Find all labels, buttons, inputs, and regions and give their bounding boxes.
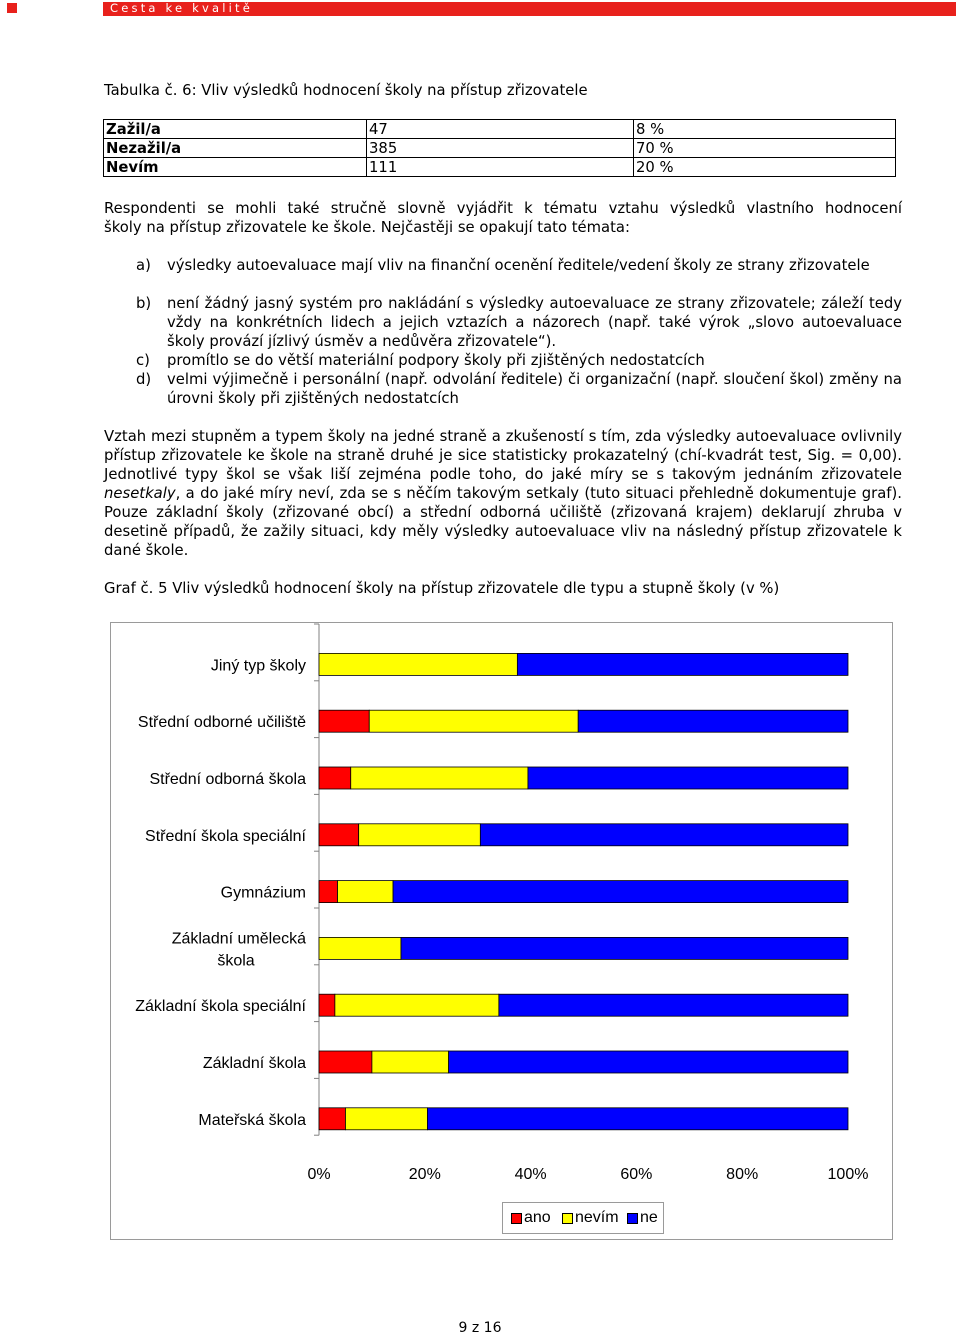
- x-tick-label: 60%: [620, 1166, 653, 1183]
- legend-label: nevím: [575, 1209, 619, 1226]
- bar-ne: [517, 653, 848, 675]
- row-label: Zažil/a: [104, 120, 367, 139]
- bar-ano: [319, 994, 335, 1016]
- category-label: Základní škola speciální: [135, 998, 306, 1016]
- x-tick-label: 100%: [827, 1166, 869, 1183]
- chart-legend: [502, 1202, 664, 1234]
- row-count: 111: [367, 158, 634, 177]
- legend-label: ano: [524, 1209, 551, 1226]
- list-marker: b): [136, 295, 152, 312]
- chart-caption: Graf č. 5 Vliv výsledků hodnocení školy na přístup zřizovatele dle typu a stupně školy (v %): [104, 580, 780, 597]
- bar-ne: [528, 767, 848, 789]
- bar-nevm: [359, 824, 481, 846]
- legend-swatch: [511, 1213, 522, 1224]
- bar-ano: [319, 824, 359, 846]
- bar-nevm: [351, 767, 528, 789]
- legend-swatch: [627, 1213, 638, 1224]
- bar-nevm: [335, 994, 499, 1016]
- category-label: škola: [217, 952, 255, 970]
- bar-ne: [449, 1051, 848, 1073]
- bar-ano: [319, 1051, 372, 1073]
- bar-ne: [393, 881, 848, 903]
- page-number: 9 z 16: [458, 1320, 502, 1336]
- category-label: Gymnázium: [220, 884, 306, 902]
- header-title: Cesta ke kvalitě: [110, 1, 253, 15]
- x-tick-label: 40%: [514, 1166, 547, 1183]
- bar-nevm: [345, 1108, 427, 1130]
- category-label: Základní umělecká: [171, 930, 306, 948]
- list-text: promítlo se do větší materiální podpory školy při zjištěných nedostatcích: [167, 352, 705, 369]
- row-label: Nezažil/a: [104, 139, 367, 158]
- x-tick-label: 20%: [408, 1166, 441, 1183]
- row-percent: 20 %: [634, 158, 896, 177]
- list-text: výsledky autoevaluace mají vliv na finanční ocenění ředitele/vedení školy ze strany zřizovatele: [167, 257, 870, 274]
- bar-nevm: [338, 881, 394, 903]
- x-tick-label: 0%: [307, 1166, 331, 1183]
- row-count: 47: [367, 120, 634, 139]
- category-label: Základní škola: [202, 1055, 306, 1072]
- legend-swatch: [562, 1213, 573, 1224]
- row-count: 385: [367, 139, 634, 158]
- bar-ne: [401, 937, 848, 959]
- paragraph-1-line-2: školy na přístup zřizovatele ke škole. Nejčastěji se opakují tato témata:: [104, 219, 630, 236]
- paragraph-2-part-2: , a do jaké míry neví, zda se s něčím takovým setkaly (tuto situaci přehledně dokumentuje graf). Pouze základní školy (zřizované obcí) a střední odborná učiliště (zřizovaná krajem) deklarují zhruba v desetině případů, že zažily situaci, kdy měly výsledky autoevaluace vliv na následný přístup zřizovatele k dané škole.: [104, 485, 902, 559]
- bar-ano: [319, 1108, 345, 1130]
- paragraph-2-part-1: Vztah mezi stupněm a typem školy na jedné straně a zkušeností s tím, zda výsledky autoevaluace ovlivnily přístup zřizovatele ke škole na straně druhé je sice statisticky prokazatelný (chí-kvadrát test, Sig. = 0,00). Jednotlivé typy škol se však liší zejména podle toho, do jaké míry se s takovým jednáním zřizovatele: [104, 428, 902, 483]
- bar-ne: [499, 994, 848, 1016]
- category-label: Střední odborné učiliště: [137, 714, 306, 732]
- x-tick-label: 80%: [726, 1166, 759, 1183]
- bar-ano: [319, 881, 338, 903]
- list-marker: c): [136, 352, 150, 369]
- category-label: Střední škola speciální: [145, 827, 306, 845]
- table-caption: Tabulka č. 6: Vliv výsledků hodnocení školy na přístup zřizovatele: [104, 82, 588, 99]
- legend-label: ne: [640, 1209, 658, 1226]
- bar-nevm: [319, 653, 517, 675]
- paragraph-2-emphasis: nesetkaly: [104, 485, 176, 502]
- row-label: Nevím: [104, 158, 367, 177]
- row-percent: 8 %: [634, 120, 896, 139]
- bar-ano: [319, 767, 351, 789]
- list-text: velmi výjimečně i personální (např. odvolání ředitele) či organizační (např. sloučení škol) změny na úrovni školy při zjištěných nedostatcích: [167, 371, 902, 407]
- bar-ne: [578, 710, 848, 732]
- bar-nevm: [319, 937, 401, 959]
- category-label: Jiný typ školy: [210, 657, 306, 675]
- category-label: Střední odborná škola: [149, 771, 306, 788]
- bar-nevm: [372, 1051, 449, 1073]
- row-percent: 70 %: [634, 139, 896, 158]
- bar-nevm: [369, 710, 578, 732]
- bar-ne: [427, 1108, 848, 1130]
- list-marker: a): [136, 257, 151, 274]
- list-text: není žádný jasný systém pro nakládání s výsledky autoevaluace ze strany zřizovatele; záleží tedy vždy na konkrétních lidech a jejich vztazích a názorech (např. také výrok „slovo autoevaluace školy provází jízlivý úsměv a nedůvěra zřizovatele“).: [167, 295, 902, 350]
- paragraph-1-line-1: Respondenti se mohli také stručně slovně vyjádřit k tématu vztahu výsledků vlastního hodnocení: [104, 200, 902, 217]
- bar-ne: [480, 824, 848, 846]
- bar-ano: [319, 710, 369, 732]
- category-label: Mateřská škola: [198, 1111, 306, 1129]
- list-marker: d): [136, 371, 152, 388]
